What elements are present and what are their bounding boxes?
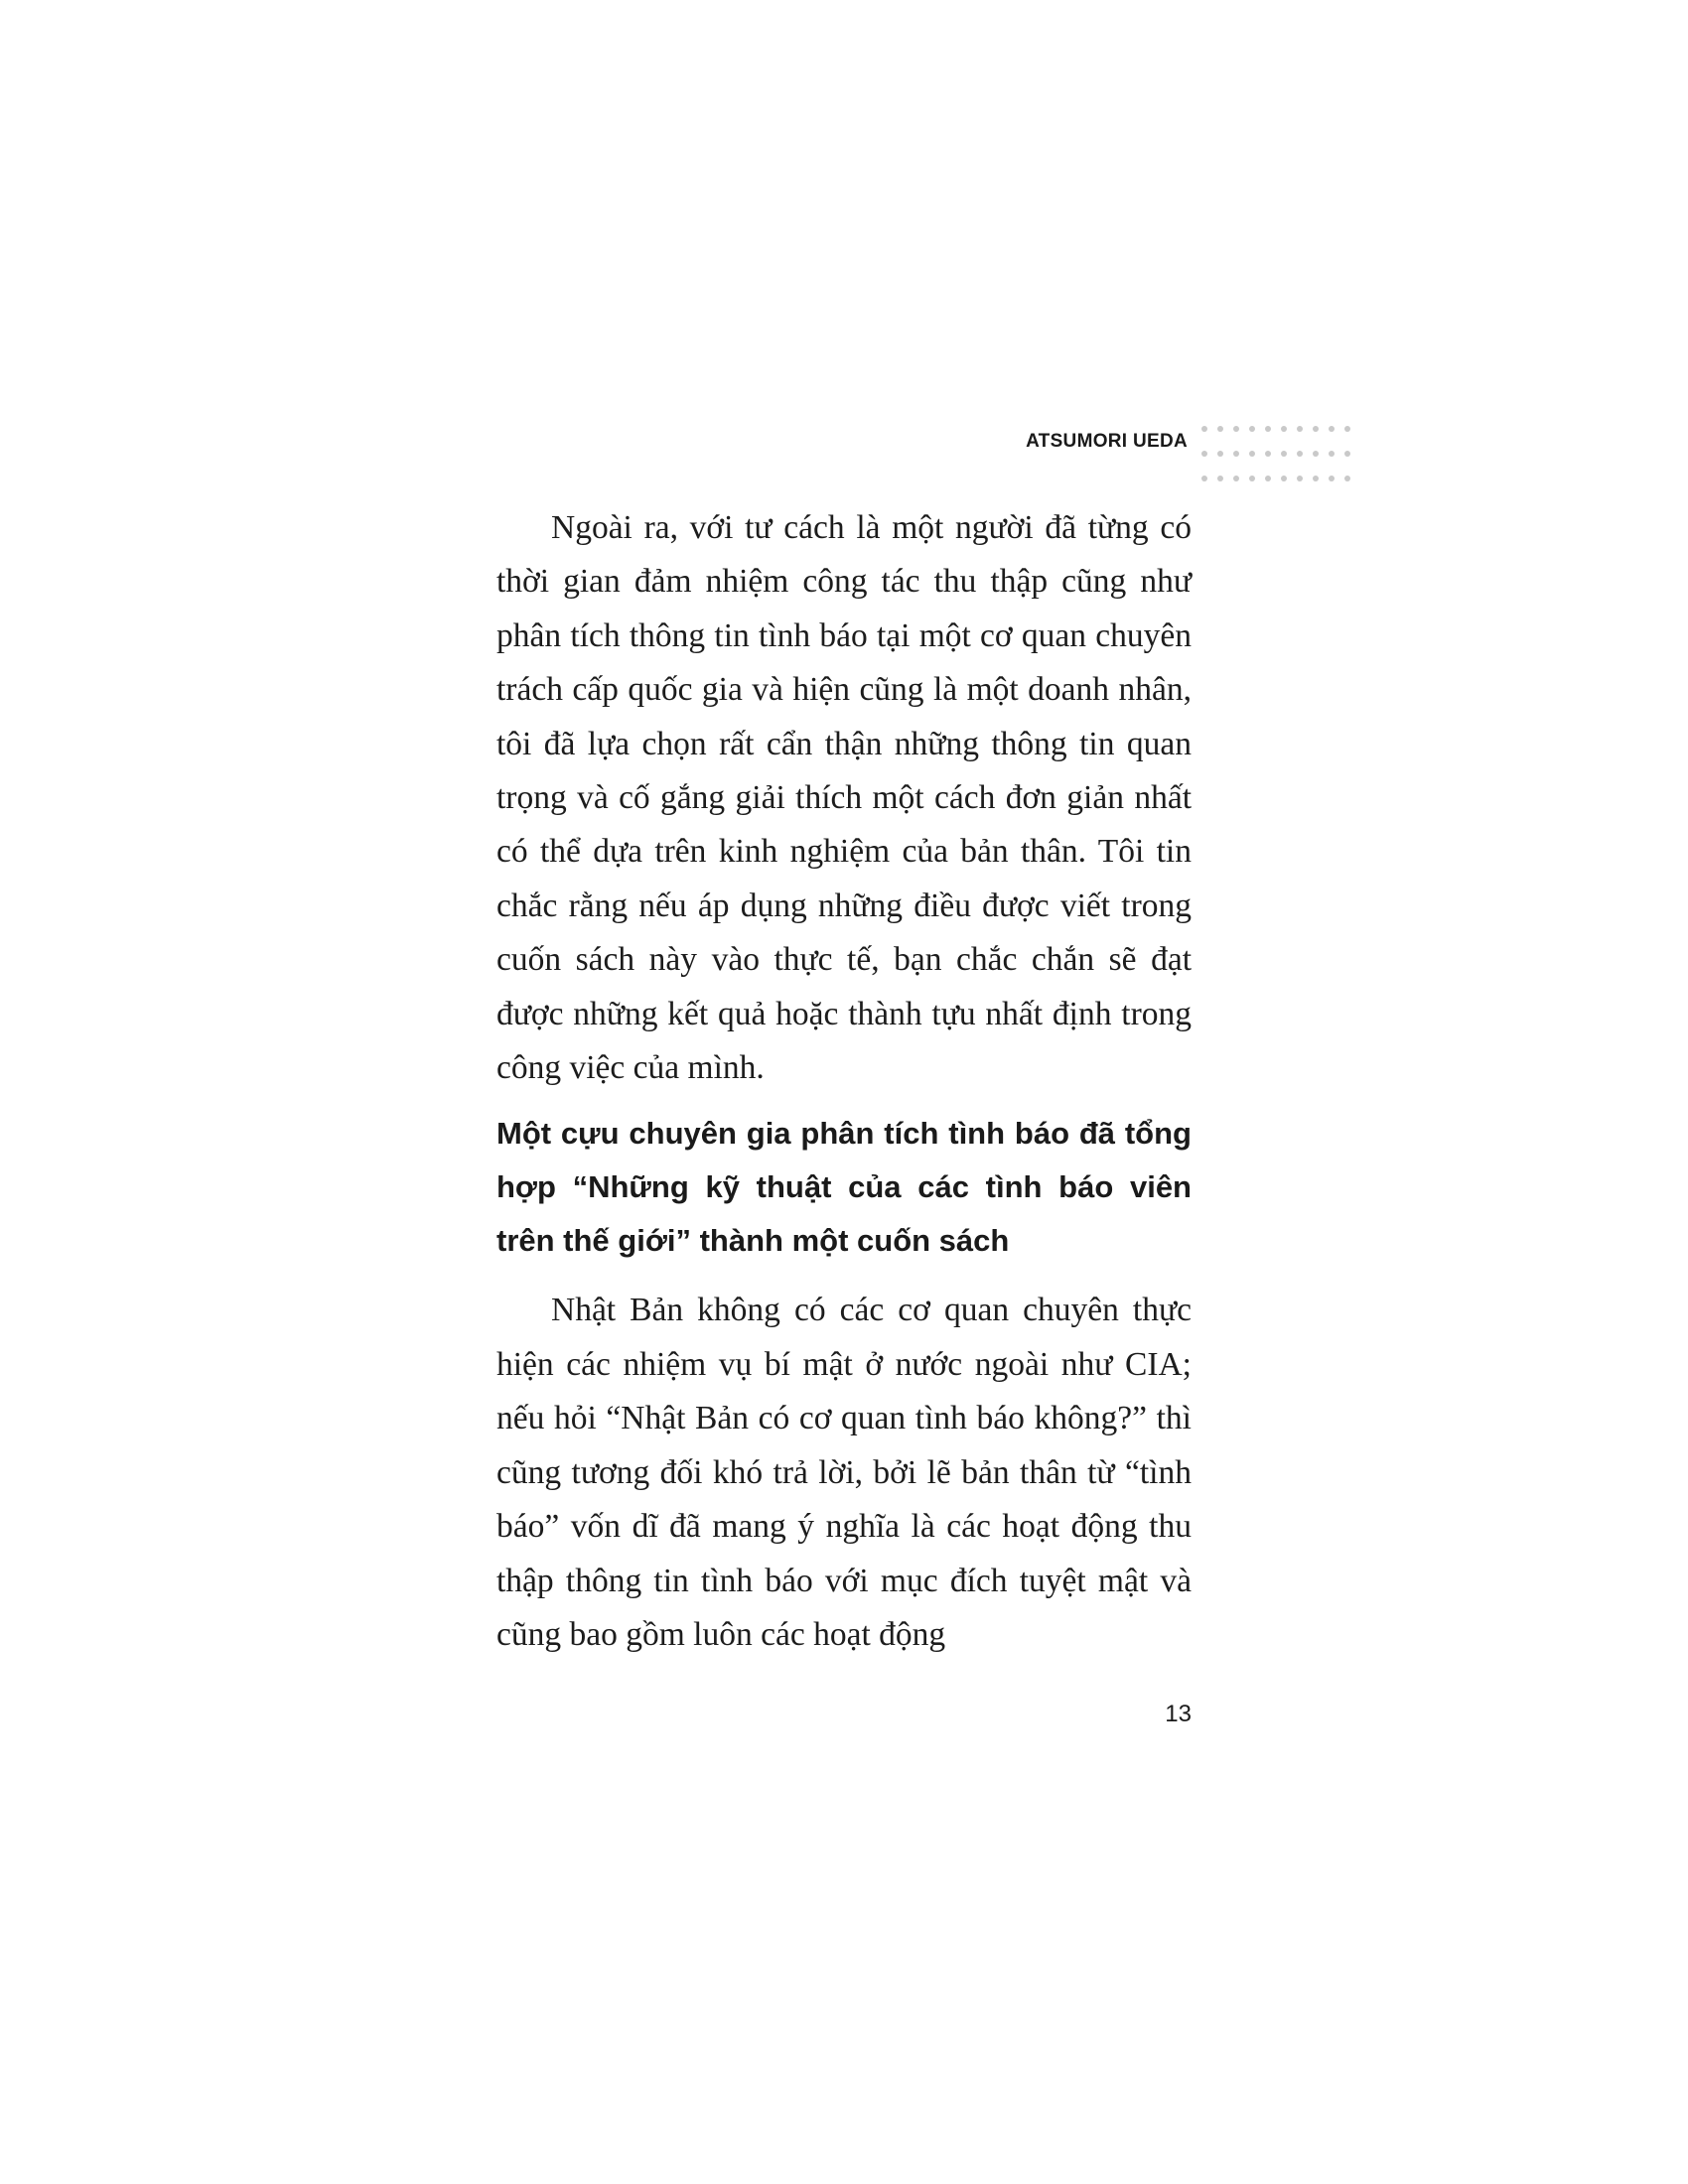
decorative-dot	[1233, 476, 1239, 481]
decorative-dot	[1233, 426, 1239, 432]
decorative-dot	[1297, 476, 1303, 481]
running-header-author: ATSUMORI UEDA	[1026, 431, 1188, 452]
decorative-dot	[1281, 476, 1287, 481]
decorative-dot	[1329, 451, 1335, 457]
decorative-dot	[1265, 476, 1271, 481]
decorative-dot	[1265, 451, 1271, 457]
page-number: 13	[1165, 1701, 1192, 1727]
decorative-dot	[1281, 451, 1287, 457]
paragraph: Ngoài ra, với tư cách là một người đã từng có thời gian đảm nhiệm công tác thu thập cũng như phân tích thông tin tình báo tại một cơ quan chuyên trách cấp quốc gia và hiện cũng là một doanh nhân, tôi đã lựa chọn rất cẩn thận những thông tin quan trọng và cố gắng giải thích một cách đơn giản nhất có thể dựa trên kinh nghiệm của bản thân. Tôi tin chắc rằng nếu áp dụng những điều được viết trong cuốn sách này vào thực tế, bạn chắc chắn sẽ đạt được những kết quả hoặc thành tựu nhất định trong công việc của mình.	[496, 509, 1192, 1087]
decorative-dot	[1281, 426, 1287, 432]
decorative-dot	[1249, 426, 1255, 432]
decorative-dot	[1313, 476, 1319, 481]
decorative-dot	[1297, 451, 1303, 457]
decorative-dot	[1249, 451, 1255, 457]
paragraph: Nhật Bản không có các cơ quan chuyên thực hiện các nhiệm vụ bí mật ở nước ngoài như CIA; nếu hỏi “Nhật Bản có cơ quan tình báo không?” thì cũng tương đối khó trả lời, bởi lẽ bản thân từ “tình báo” vốn dĩ đã mang ý nghĩa là các hoạt động thu thập thông tin tình báo với mục đích tuyệt mật và cũng bao gồm luôn các hoạt động	[496, 1292, 1192, 1653]
decorative-dot	[1265, 426, 1271, 432]
body-text	[496, 501, 1192, 1662]
decorative-dot	[1217, 451, 1223, 457]
decorative-dot	[1201, 476, 1207, 481]
decorative-dot	[1233, 451, 1239, 457]
decorative-dot	[1313, 451, 1319, 457]
decorative-dot	[1329, 476, 1335, 481]
decorative-dot-grid	[1201, 426, 1360, 485]
decorative-dot	[1297, 426, 1303, 432]
decorative-dot	[1344, 451, 1350, 457]
decorative-dot	[1344, 426, 1350, 432]
decorative-dot	[1249, 476, 1255, 481]
section-heading: Một cựu chuyên gia phân tích tình báo đã tổng hợp “Những kỹ thuật của các tình báo viên trên thế giới” thành một cuốn sách	[496, 1116, 1192, 1259]
decorative-dot	[1201, 426, 1207, 432]
decorative-dot	[1217, 426, 1223, 432]
decorative-dot	[1313, 426, 1319, 432]
decorative-dot	[1217, 476, 1223, 481]
decorative-dot	[1329, 426, 1335, 432]
decorative-dot	[1344, 476, 1350, 481]
decorative-dot	[1201, 451, 1207, 457]
